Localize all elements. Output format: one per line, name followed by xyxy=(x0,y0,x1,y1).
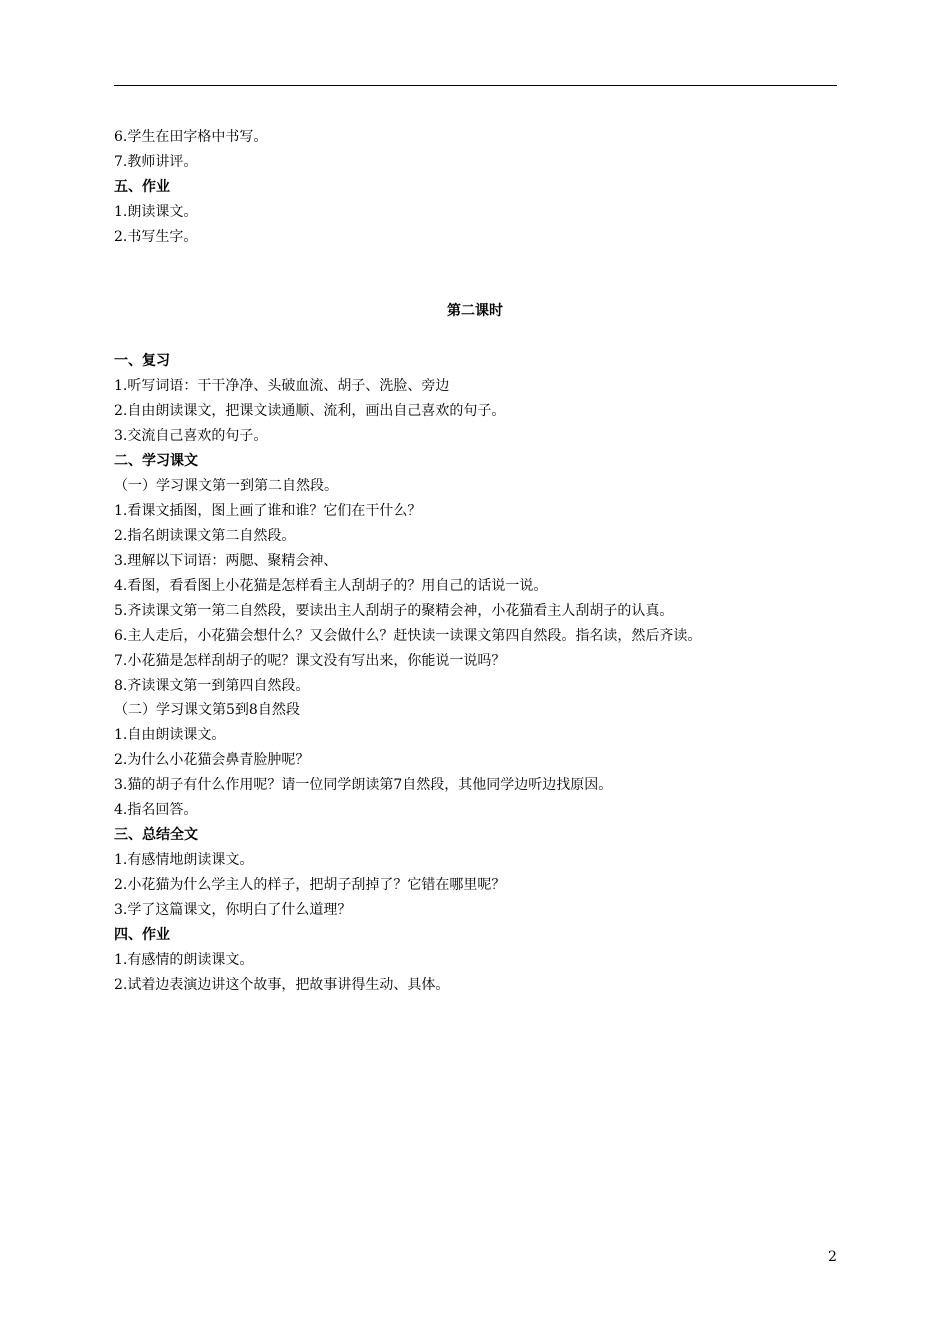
list-item: 2.试着边表演边讲这个故事，把故事讲得生动、具体。 xyxy=(114,977,450,993)
list-item: 1.朗读课文。 xyxy=(114,204,198,220)
list-item: 3.理解以下词语：两腮、聚精会神、 xyxy=(114,553,338,569)
list-item: 3.学了这篇课文，你明白了什么道理？ xyxy=(114,902,352,918)
subsection-title: （二）学习课文第5到8自然段 xyxy=(114,702,300,718)
list-item: 6.主人走后，小花猫会想什么？又会做什么？赶快读一读课文第四自然段。指名读，然后齐读。 xyxy=(114,628,702,644)
list-item: 4.指名回答。 xyxy=(114,802,198,818)
list-item: 1.听写词语：干干净净、头破血流、胡子、洗脸、旁边 xyxy=(114,378,450,394)
page-number: 2 xyxy=(828,1249,837,1265)
list-item: 1.看课文插图，图上画了谁和谁？它们在干什么？ xyxy=(114,503,422,519)
section-heading-homework2: 四、作业 xyxy=(114,927,170,943)
list-item: 5.齐读课文第一第二自然段，要读出主人刮胡子的聚精会神，小花猫看主人刮胡子的认真。 xyxy=(114,603,674,619)
list-item: 1.有感情地朗读课文。 xyxy=(114,852,254,868)
section-heading-homework: 五、作业 xyxy=(114,179,170,195)
list-item: 4.看图，看看图上小花猫是怎样看主人刮胡子的？用自己的话说一说。 xyxy=(114,578,548,594)
section-heading-summary: 三、总结全文 xyxy=(114,827,198,843)
list-item: 2.书写生字。 xyxy=(114,229,198,245)
list-item: 1.有感情的朗读课文。 xyxy=(114,952,254,968)
list-item: 7.小花猫是怎样刮胡子的呢？课文没有写出来，你能说一说吗？ xyxy=(114,653,506,669)
list-item: 7.教师讲评。 xyxy=(114,154,198,170)
list-item: 1.自由朗读课文。 xyxy=(114,727,226,743)
list-item: 2.指名朗读课文第二自然段。 xyxy=(114,528,296,544)
section-heading-review: 一、复习 xyxy=(114,353,170,369)
lesson-title: 第二课时 xyxy=(447,303,503,319)
list-item: 8.齐读课文第一到第四自然段。 xyxy=(114,678,310,694)
section-heading-study: 二、学习课文 xyxy=(114,453,198,469)
subsection-title: （一）学习课文第一到第二自然段。 xyxy=(114,478,338,494)
list-item: 3.猫的胡子有什么作用呢？请一位同学朗读第7自然段，其他同学边听边找原因。 xyxy=(114,777,613,793)
header-rule xyxy=(114,85,837,86)
list-item: 2.为什么小花猫会鼻青脸肿呢？ xyxy=(114,752,310,768)
list-item: 2.小花猫为什么学主人的样子，把胡子刮掉了？它错在哪里呢？ xyxy=(114,877,506,893)
list-item: 6.学生在田字格中书写。 xyxy=(114,129,268,145)
list-item: 3.交流自己喜欢的句子。 xyxy=(114,428,268,444)
list-item: 2.自由朗读课文，把课文读通顺、流利，画出自己喜欢的句子。 xyxy=(114,403,506,419)
